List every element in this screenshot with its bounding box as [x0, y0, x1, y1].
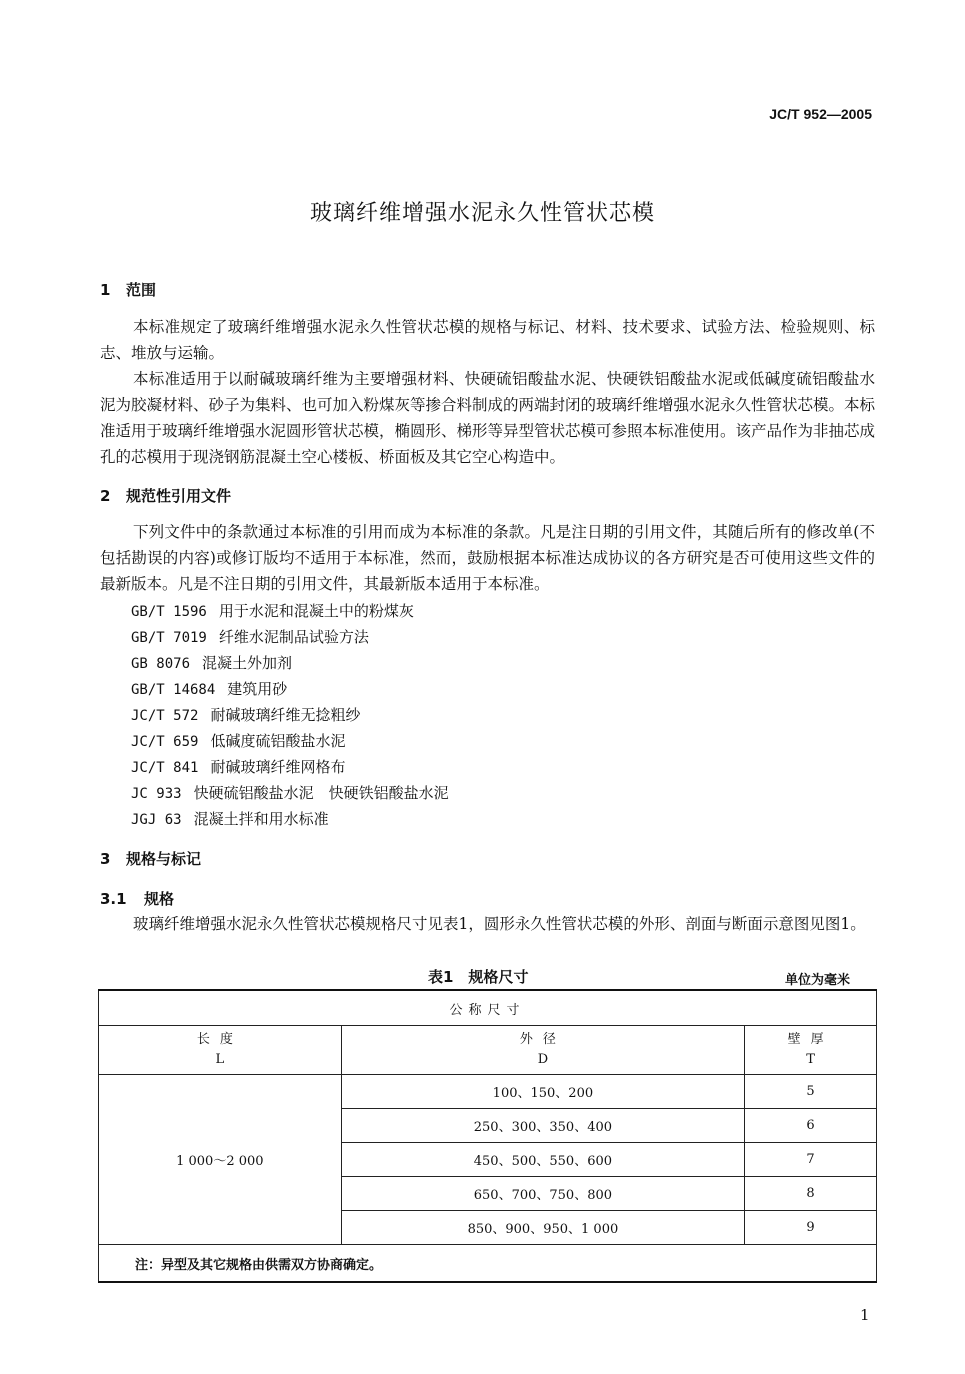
subsection-title: 规格: [144, 890, 175, 908]
column-symbol: D: [537, 1052, 549, 1067]
table-group-header: 公称尺寸: [99, 990, 877, 1026]
reference-code: GB 8076: [131, 656, 191, 672]
reference-item: [131, 754, 449, 780]
reference-code: JC/T 659: [131, 734, 199, 750]
reference-code: JC/T 841: [131, 760, 199, 776]
section-2-paragraph: 下列文件中的条款通过本标准的引用而成为本标准的条款。凡是注日期的引用文件，其随后所有的修改单(不包括勘误的内容)或修订版均不适用于本标准，然而，鼓励根据本标准达成协议的各方研究是否可使用这些文件的最新版本。凡是不注日期的引用文件，其最新版本适用于本标准。: [100, 523, 875, 593]
section-number: 1: [100, 281, 111, 299]
spec-table: [98, 989, 877, 1283]
section-title: 规范性引用文件: [126, 487, 232, 505]
cell-thickness: 7: [745, 1143, 877, 1177]
reference-code: GB/T 7019: [131, 630, 207, 646]
reference-title: 混凝土外加剂: [202, 654, 293, 672]
reference-item: [131, 780, 449, 806]
cell-thickness: 8: [745, 1177, 877, 1211]
document-title: 玻璃纤维增强水泥永久性管状芯模: [309, 201, 655, 226]
reference-item: [131, 598, 449, 624]
cell-diameter: 250、300、350、400: [341, 1109, 744, 1143]
section-1-heading: [100, 279, 156, 300]
column-header-thickness: [745, 1026, 877, 1075]
table-unit: 单位为毫米: [785, 973, 851, 988]
page-number: 1: [860, 1306, 870, 1324]
reference-item: [131, 624, 449, 650]
reference-item: [131, 650, 449, 676]
section-title: 范围: [126, 281, 157, 299]
column-header-length: [99, 1026, 342, 1075]
column-symbol: T: [806, 1052, 815, 1067]
section-number: 2: [100, 487, 111, 505]
reference-title: 用于水泥和混凝土中的粉煤灰: [218, 602, 414, 620]
cell-thickness: 9: [745, 1211, 877, 1245]
reference-title: 快硬硫铝酸盐水泥 快硬铁铝酸盐水泥: [193, 784, 449, 802]
section-3-1-paragraph: 玻璃纤维增强水泥永久性管状芯模规格尺寸见表1，圆形永久性管状芯模的外形、剖面与断面示意图见图1。: [133, 915, 866, 933]
reference-code: JGJ 63: [131, 812, 182, 828]
column-label: 长度: [196, 1032, 243, 1047]
section-1-paragraph-2: 本标准适用于以耐碱玻璃纤维为主要增强材料、快硬硫铝酸盐水泥、快硬铁铝酸盐水泥或低碱度硫铝酸盐水泥为胶凝材料、砂子为集料、也可加入粉煤灰等掺合料制成的两端封闭的玻璃纤维增强水泥永久性管状芯模。本标准适用于玻璃纤维增强水泥圆形管状芯模，椭圆形、梯形等异型管状芯模可参照本标准使用。该产品作为非抽芯成孔的芯模用于现浇钢筋混凝土空心楼板、桥面板及其它空心构造中。: [100, 370, 876, 466]
cell-thickness: 5: [745, 1075, 877, 1109]
cell-diameter: 450、500、550、600: [341, 1143, 744, 1177]
reference-title: 建筑用砂: [227, 680, 288, 698]
reference-item: [131, 702, 449, 728]
table-caption: 表1 规格尺寸: [428, 968, 529, 986]
section-3-1-heading: [100, 888, 174, 909]
cell-thickness: 6: [745, 1109, 877, 1143]
column-symbol: L: [215, 1052, 225, 1067]
reference-code: GB/T 14684: [131, 682, 216, 698]
section-1-paragraph-1: 本标准规定了玻璃纤维增强水泥永久性管状芯模的规格与标记、材料、技术要求、试验方法、检验规则、标志、堆放与运输。: [100, 318, 875, 362]
table-note: 注：异型及其它规格由供需双方协商确定。: [99, 1245, 877, 1283]
section-title: 规格与标记: [126, 850, 202, 868]
column-label: 壁厚: [787, 1032, 834, 1047]
reference-title: 耐碱玻璃纤维无捻粗纱: [210, 706, 361, 724]
reference-code: GB/T 1596: [131, 604, 207, 620]
standard-code: JC/T 952—2005: [769, 106, 872, 122]
section-3-heading: [100, 848, 201, 869]
reference-item: [131, 728, 449, 754]
reference-code: JC 933: [131, 786, 182, 802]
column-header-diameter: [341, 1026, 744, 1075]
reference-title: 耐碱玻璃纤维网格布: [210, 758, 346, 776]
reference-title: 低碱度硫铝酸盐水泥: [210, 732, 346, 750]
subsection-number: 3.1: [100, 890, 127, 908]
cell-diameter: 850、900、950、1 000: [341, 1211, 744, 1245]
reference-list: [131, 598, 449, 832]
reference-item: [131, 806, 449, 832]
reference-title: 纤维水泥制品试验方法: [218, 628, 369, 646]
cell-diameter: 650、700、750、800: [341, 1177, 744, 1211]
reference-code: JC/T 572: [131, 708, 199, 724]
reference-title: 混凝土拌和用水标准: [193, 810, 329, 828]
table-row: [99, 1075, 877, 1109]
section-2-heading: [100, 485, 231, 506]
section-number: 3: [100, 850, 111, 868]
cell-diameter: 100、150、200: [341, 1075, 744, 1109]
reference-item: [131, 676, 449, 702]
cell-length: 1 000～2 000: [99, 1075, 342, 1245]
column-label: 外径: [519, 1032, 566, 1047]
